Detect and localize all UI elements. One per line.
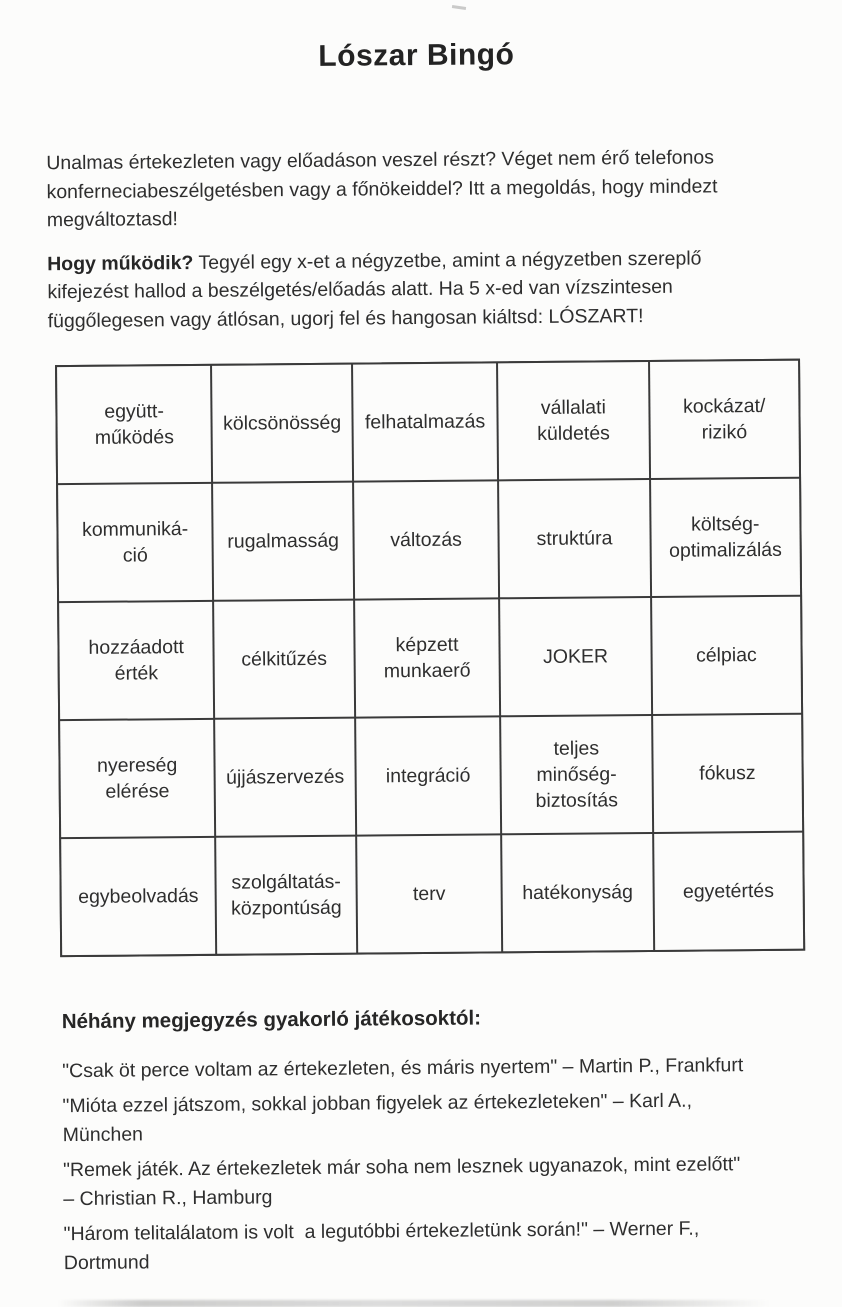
bingo-cell-joker[interactable]: JOKER: [500, 598, 650, 715]
page-title: Lószar Bingó: [318, 38, 515, 73]
bingo-cell[interactable]: szolgáltatás- központúság: [216, 837, 356, 954]
bingo-cell[interactable]: felhatalmazás: [353, 363, 497, 480]
bingo-cell[interactable]: integráció: [356, 717, 500, 834]
how-it-works-label: Hogy működik?: [47, 251, 194, 275]
bingo-cell[interactable]: célpiac: [652, 597, 801, 714]
bingo-cell[interactable]: célkitűzés: [214, 601, 354, 718]
scan-artifact-bottom-smudge: [58, 1300, 770, 1307]
bingo-cell[interactable]: egybeolvadás: [61, 838, 215, 955]
testimonial-quote: "Mióta ezzel játszom, sokkal jobban figyelek az értekezleteken" – Karl A., München: [62, 1089, 693, 1147]
bingo-cell[interactable]: kölcsönösség: [212, 365, 352, 482]
bingo-cell[interactable]: kommuniká- ció: [58, 484, 212, 601]
bingo-cell[interactable]: struktúra: [499, 480, 649, 597]
how-it-works-paragraph: [47, 243, 800, 335]
bingo-cell[interactable]: vállalati küldetés: [498, 362, 648, 479]
testimonial-quote: "Három telitalálatom is volt a legutóbbi értekezletünk során!" – Werner F., Dortmund: [63, 1217, 700, 1275]
testimonial-quote: "Remek játék. Az értekezletek már soha nem lesznek ugyanazok, mint ezelőtt" – Christian R., Hamburg: [62, 1152, 741, 1211]
bingo-cell[interactable]: hatékonyság: [502, 834, 652, 951]
bingo-cell[interactable]: fókusz: [653, 715, 802, 832]
bingo-cell[interactable]: teljes minőség- biztosítás: [501, 716, 651, 833]
bingo-cell[interactable]: rugalmasság: [213, 483, 353, 600]
bingo-cell[interactable]: képzett munkaerő: [355, 599, 499, 716]
testimonials-heading: Néhány megjegyzés gyakorló játékosoktól:: [61, 1006, 482, 1034]
bingo-cell[interactable]: újjászervezés: [215, 719, 355, 836]
bingo-cell[interactable]: hozzáadott érték: [59, 602, 213, 719]
how-it-works-text: Tegyél egy x-et a négyzetbe, amint a négyzetben szereplő kifejezést hallod a beszélgetés/előadás alatt. Ha 5 x-ed van vízszintesen függőlegesen vagy átlósan, ugorj fel és hangosan kiáltsd: LÓSZART!: [47, 247, 702, 332]
testimonial-quote: "Csak öt perce voltam az értekezleten, és máris nyertem" – Martin P., Frankfurt: [62, 1054, 744, 1083]
bingo-cell[interactable]: változás: [354, 481, 498, 598]
bingo-cell[interactable]: költség- optimalizálás: [651, 479, 800, 596]
bingo-cell[interactable]: nyereség elérése: [60, 720, 214, 837]
intro-paragraph: Unalmas értekezleten vagy előadáson veszel részt? Véget nem érő telefonos konferneciabeszélgetésben vagy a főnökeiddel? Itt a megoldás, hogy mindezt megváltoztasd!: [46, 146, 718, 232]
bingo-grid: [55, 359, 805, 957]
bingo-cell[interactable]: egyetértés: [654, 833, 803, 950]
bingo-cell[interactable]: kockázat/ rizikó: [650, 361, 799, 478]
bingo-cell[interactable]: együtt- működés: [57, 366, 211, 483]
bingo-cell[interactable]: terv: [357, 835, 501, 952]
